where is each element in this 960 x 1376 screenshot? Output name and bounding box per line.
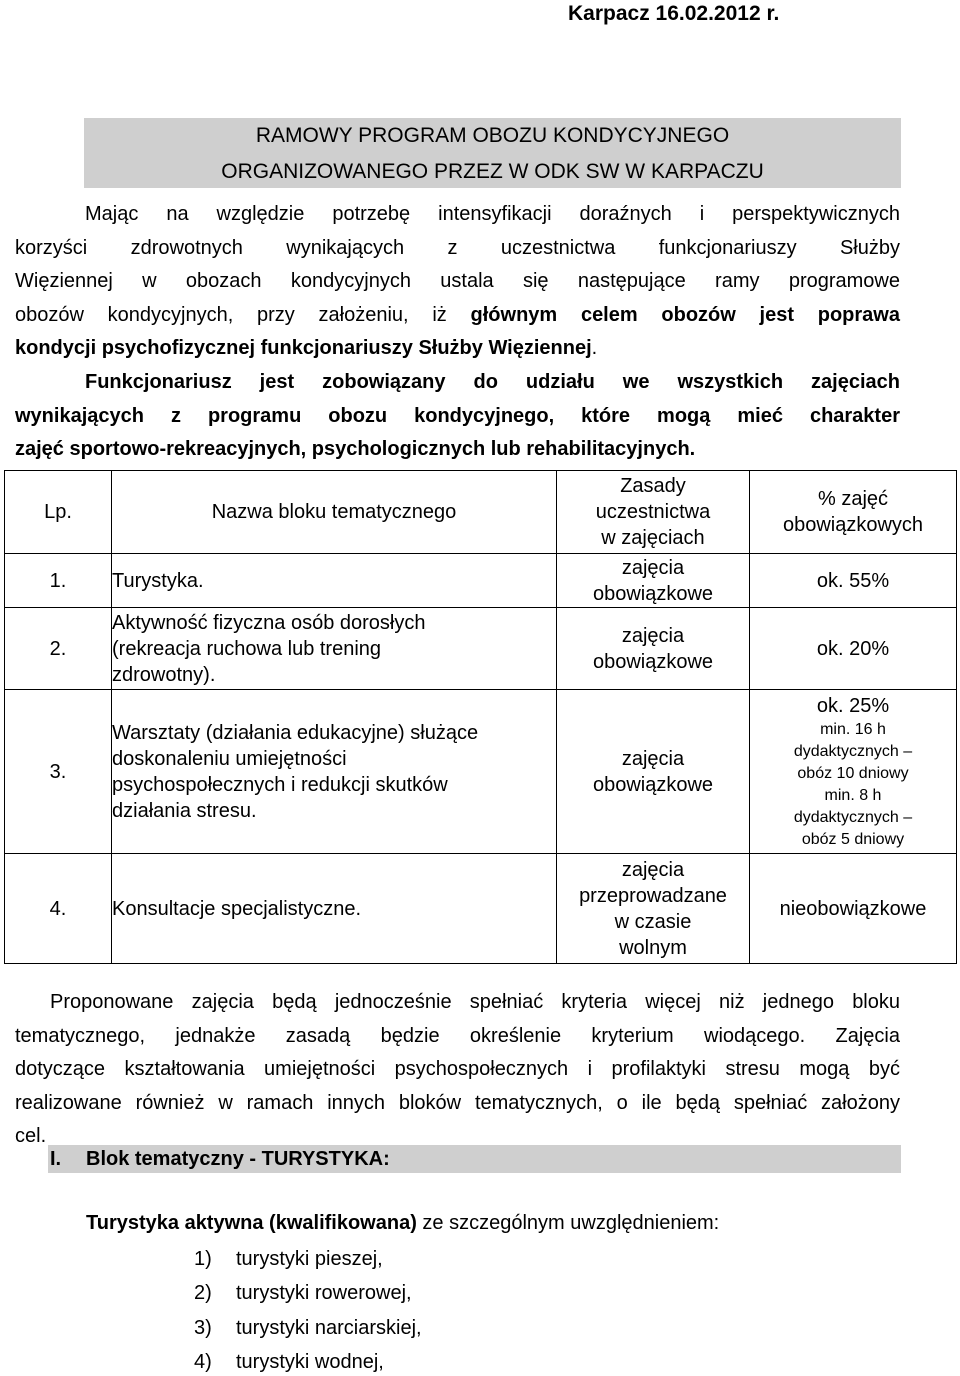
title-line-1: RAMOWY PROGRAM OBOZU KONDYCYJNEGO bbox=[255, 124, 730, 147]
list-number: 4) bbox=[194, 1351, 212, 1373]
header-rules bbox=[557, 471, 750, 554]
proposal-line: Proponowane zajęcia będą jednocześnie spełniać kryteria więcej niż jednego bloku bbox=[50, 991, 900, 1013]
header-percent bbox=[750, 471, 957, 554]
row-rule bbox=[557, 608, 750, 690]
row-percent bbox=[750, 690, 957, 854]
proposal-paragraph bbox=[15, 986, 900, 1154]
row-lp: 4. bbox=[5, 854, 112, 964]
intro-line bbox=[15, 332, 900, 366]
row-rule-line: zajęcia bbox=[621, 556, 685, 579]
list-item bbox=[194, 1282, 412, 1305]
row-name-line: (rekreacja ruchowa lub trening bbox=[112, 637, 382, 660]
row-rule-line: wolnym bbox=[619, 936, 687, 959]
list-number: 3) bbox=[194, 1317, 212, 1339]
proposal-line: dotyczące kształtowania umiejętności psychospołecznych i profilaktyki stresu mogą być bbox=[15, 1058, 900, 1080]
row-rule bbox=[557, 690, 750, 854]
header-name: Nazwa bloku tematycznego bbox=[112, 471, 557, 554]
row-name bbox=[112, 608, 557, 690]
section-heading bbox=[48, 1145, 901, 1173]
row-rule bbox=[557, 554, 750, 608]
active-tourism-label: Turystyka aktywna (kwalifikowana) bbox=[86, 1212, 417, 1234]
row-percent: ok. 20% bbox=[750, 608, 957, 690]
list-item bbox=[194, 1248, 383, 1271]
list-item bbox=[194, 1351, 384, 1374]
intro-emphasis: kondycji psychofizycznej funkcjonariuszy Służby Więziennej bbox=[15, 337, 592, 359]
obligation-line: Funkcjonariusz jest zobowiązany do udziału we wszystkich zajęciach bbox=[85, 371, 900, 393]
intro-text: . bbox=[591, 337, 598, 359]
list-text: turystyki rowerowej, bbox=[236, 1282, 412, 1304]
row-rule-line: przeprowadzane bbox=[579, 884, 727, 907]
proposal-line: cel. bbox=[15, 1125, 47, 1147]
row-rule-line: zajęcia bbox=[621, 747, 685, 770]
list-number: 2) bbox=[194, 1282, 212, 1304]
intro-line bbox=[15, 299, 900, 333]
row-name: Konsultacje specjalistyczne. bbox=[112, 854, 557, 964]
row-percent-detail: obóz 5 dniowy bbox=[801, 830, 905, 848]
row-rule-line: zajęcia bbox=[621, 624, 685, 647]
intro-text: obozów kondycyjnych, przy założeniu, iż bbox=[15, 303, 471, 326]
row-name-line: Warsztaty (działania edukacyjne) służące bbox=[112, 721, 479, 744]
row-percent-detail: min. 8 h bbox=[824, 786, 882, 804]
table-row bbox=[5, 608, 957, 690]
intro-line: korzyści zdrowotnych wynikających z uczestnictwa funkcjonariuszy Służby bbox=[15, 236, 900, 259]
row-name-line: Aktywność fizyczna osób dorosłych bbox=[112, 611, 426, 634]
list-text: turystyki narciarskiej, bbox=[236, 1317, 422, 1339]
header-rules-line: Zasady bbox=[620, 475, 686, 497]
row-percent: nieobowiązkowe bbox=[750, 854, 957, 964]
header-rules-line: w zajęciach bbox=[601, 527, 705, 549]
row-name-line: działania stresu. bbox=[112, 799, 257, 822]
header-percent-line: obowiązkowych bbox=[782, 514, 924, 536]
row-lp: 1. bbox=[5, 554, 112, 608]
header-lp: Lp. bbox=[5, 471, 112, 554]
obligation-line: wynikających z programu obozu kondycyjnego, które mogą mieć charakter bbox=[15, 404, 900, 427]
row-name-line: doskonaleniu umiejętności bbox=[112, 747, 347, 770]
list-number: 1) bbox=[194, 1248, 212, 1270]
row-percent: ok. 55% bbox=[750, 554, 957, 608]
row-percent-detail: obóz 10 dniowy bbox=[797, 764, 909, 782]
row-rule-line: obowiązkowe bbox=[592, 582, 714, 605]
row-name: Turystyka. bbox=[112, 554, 557, 608]
row-rule-line: obowiązkowe bbox=[592, 650, 714, 673]
document-date: Karpacz 16.02.2012 r. bbox=[568, 2, 780, 25]
row-name bbox=[112, 690, 557, 854]
row-lp: 2. bbox=[5, 608, 112, 690]
title-line-2: ORGANIZOWANEGO PRZEZ W ODK SW W KARPACZU bbox=[221, 160, 764, 183]
row-rule-line: obowiązkowe bbox=[592, 773, 714, 796]
row-rule-line: zajęcia bbox=[621, 858, 685, 881]
header-rules-line: uczestnictwa bbox=[595, 501, 711, 523]
table-row bbox=[5, 690, 957, 854]
section-number: I. bbox=[50, 1148, 62, 1170]
table-header-row bbox=[5, 471, 957, 554]
proposal-line: realizowane również w ramach innych bloków tematycznych, o ile będą spełniać założony bbox=[15, 1091, 900, 1114]
row-rule-line: w czasie bbox=[614, 910, 692, 933]
program-table bbox=[4, 470, 957, 964]
row-percent-detail: dydaktycznych – bbox=[793, 742, 913, 760]
section-title: Blok tematyczny - TURYSTYKA: bbox=[86, 1148, 390, 1170]
table-row bbox=[5, 554, 957, 608]
row-rule bbox=[557, 854, 750, 964]
intro-line: Mając na względzie potrzebę intensyfikacji doraźnych i perspektywicznych bbox=[85, 203, 900, 225]
row-percent-value: ok. 25% bbox=[816, 694, 890, 717]
obligation-line: zajęć sportowo-rekreacyjnych, psychologicznych lub rehabilitacyjnych. bbox=[15, 438, 696, 460]
row-name-line: psychospołecznych i redukcji skutków bbox=[112, 773, 448, 796]
row-name-line: zdrowotny). bbox=[112, 663, 216, 686]
proposal-line: tematycznego, jednakże zasadą będzie określenie kryterium wiodącego. Zajęcia bbox=[15, 1024, 900, 1047]
row-lp: 3. bbox=[5, 690, 112, 854]
active-tourism-text: ze szczególnym uwzględnieniem: bbox=[416, 1212, 720, 1234]
obligation-paragraph bbox=[15, 366, 900, 467]
row-percent-detail: min. 16 h bbox=[820, 720, 886, 738]
intro-emphasis: głównym celem obozów jest poprawa bbox=[470, 303, 900, 326]
active-tourism-line bbox=[86, 1212, 719, 1235]
table-row bbox=[5, 854, 957, 964]
intro-line: Więziennej w obozach kondycyjnych ustala się następujące ramy programowe bbox=[15, 270, 900, 292]
list-text: turystyki pieszej, bbox=[236, 1248, 383, 1270]
row-percent-detail: dydaktycznych – bbox=[793, 808, 913, 826]
intro-paragraph bbox=[15, 198, 900, 366]
header-percent-line: % zajęć bbox=[817, 488, 889, 510]
list-text: turystyki wodnej, bbox=[236, 1351, 384, 1373]
document-title bbox=[84, 118, 901, 188]
list-item bbox=[194, 1317, 422, 1340]
